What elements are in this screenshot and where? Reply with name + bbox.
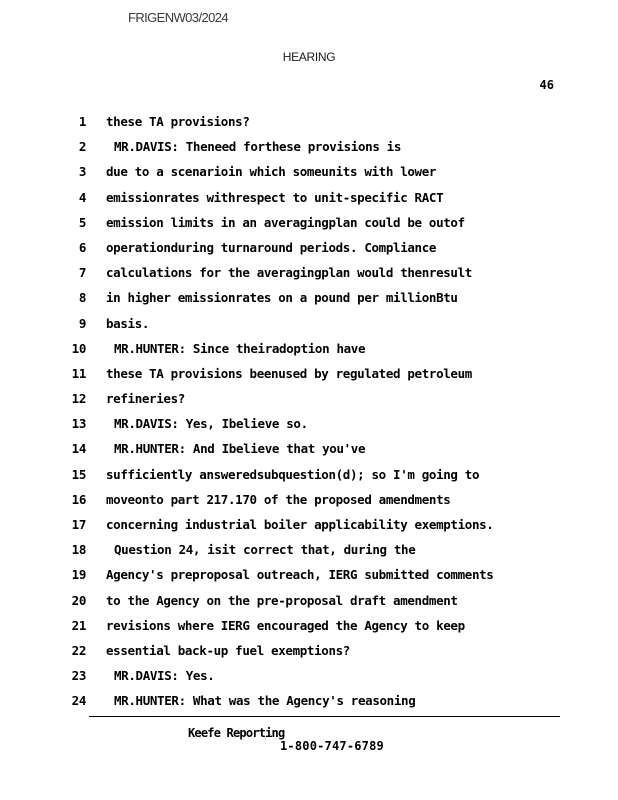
line-number: 13 (71, 416, 86, 432)
transcript-line (0, 159, 618, 184)
transcript-line (0, 185, 618, 210)
transcript-line (0, 663, 618, 688)
line-number: 12 (71, 391, 86, 407)
line-number: 10 (71, 340, 86, 356)
transcript-line (0, 537, 618, 562)
line-text: MR.DAVIS: Yes. (114, 668, 215, 684)
page-number: 46 (539, 78, 554, 92)
line-number: 14 (71, 441, 86, 457)
line-number: 20 (71, 592, 86, 608)
line-number: 7 (78, 265, 86, 281)
line-text: to the Agency on the pre-proposal draft amendment (106, 592, 458, 608)
line-text: these TA provisions beenused by regulated petroleum (106, 365, 472, 381)
line-text: emissionrates withrespect to unit-specific RACT (106, 189, 444, 205)
line-number: 22 (71, 642, 86, 658)
transcript-body (0, 109, 618, 714)
line-text: due to a scenarioin which someunits with lower (106, 164, 437, 180)
line-number: 21 (71, 617, 86, 633)
line-number: 5 (78, 214, 86, 230)
line-number: 19 (71, 567, 86, 583)
line-text: operationduring turnaround periods. Compliance (106, 239, 437, 255)
transcript-line (0, 109, 618, 134)
line-text: MR.HUNTER: And Ibelieve that you've (114, 441, 366, 457)
footer-divider (89, 716, 560, 717)
line-number: 24 (71, 693, 86, 709)
line-text: sufficiently answeredsubquestion(d); so I'm going to (106, 466, 480, 482)
line-text: refineries? (106, 391, 185, 407)
transcript-line (0, 487, 618, 512)
transcript-line (0, 336, 618, 361)
line-number: 1 (78, 114, 86, 129)
line-number: 6 (78, 239, 86, 255)
transcript-line (0, 638, 618, 663)
transcript-line (0, 285, 618, 310)
line-text: MR.DAVIS: Theneed forthese provisions is (114, 139, 402, 155)
line-number: 9 (78, 315, 86, 331)
transcript-line (0, 436, 618, 461)
line-text: calculations for the averagingplan would thenresult (106, 265, 472, 281)
filing-stamp: FRIGENW03/2024 (128, 10, 228, 25)
transcript-line (0, 512, 618, 537)
line-number: 17 (71, 517, 86, 532)
reporting-phone: 1-800-747-6789 (280, 739, 384, 753)
line-number: 16 (71, 491, 86, 507)
transcript-line (0, 462, 618, 487)
transcript-line (0, 311, 618, 336)
line-text: Agency's preproposal outreach, IERG submitted comments (106, 567, 494, 583)
line-number: 2 (78, 139, 86, 155)
line-text: moveonto part 217.170 of the proposed amendments (106, 491, 451, 507)
line-number: 4 (78, 189, 86, 205)
document-title: HEARING (282, 50, 336, 64)
line-text: Question 24, isit correct that, during the (114, 542, 416, 558)
line-text: these TA provisions? (106, 114, 250, 129)
transcript-line (0, 562, 618, 587)
transcript-line (0, 134, 618, 159)
line-text: emission limits in an averagingplan could be outof (106, 214, 465, 230)
line-text: revisions where IERG encouraged the Agency to keep (106, 617, 465, 633)
line-number: 18 (71, 542, 86, 558)
line-number: 3 (78, 164, 86, 180)
line-text: essential back-up fuel exemptions? (106, 642, 350, 658)
transcript-line (0, 411, 618, 436)
transcript-line (0, 235, 618, 260)
line-number: 23 (71, 668, 86, 684)
transcript-line (0, 260, 618, 285)
transcript-line (0, 688, 618, 713)
transcript-line (0, 210, 618, 235)
line-text: MR.HUNTER: What was the Agency's reasoning (114, 693, 416, 709)
transcript-line (0, 361, 618, 386)
reporting-company: Keefe Reporting (188, 726, 285, 740)
transcript-line (0, 613, 618, 638)
line-text: MR.DAVIS: Yes, Ibelieve so. (114, 416, 308, 432)
line-text: concerning industrial boiler applicability exemptions. (106, 517, 494, 532)
line-text: in higher emissionrates on a pound per millionBtu (106, 290, 458, 306)
line-number: 11 (71, 365, 86, 381)
line-text: basis. (106, 315, 150, 331)
line-text: MR.HUNTER: Since theiradoption have (114, 340, 366, 356)
transcript-line (0, 588, 618, 613)
line-number: 8 (78, 290, 86, 306)
transcript-line (0, 386, 618, 411)
line-number: 15 (71, 466, 86, 482)
